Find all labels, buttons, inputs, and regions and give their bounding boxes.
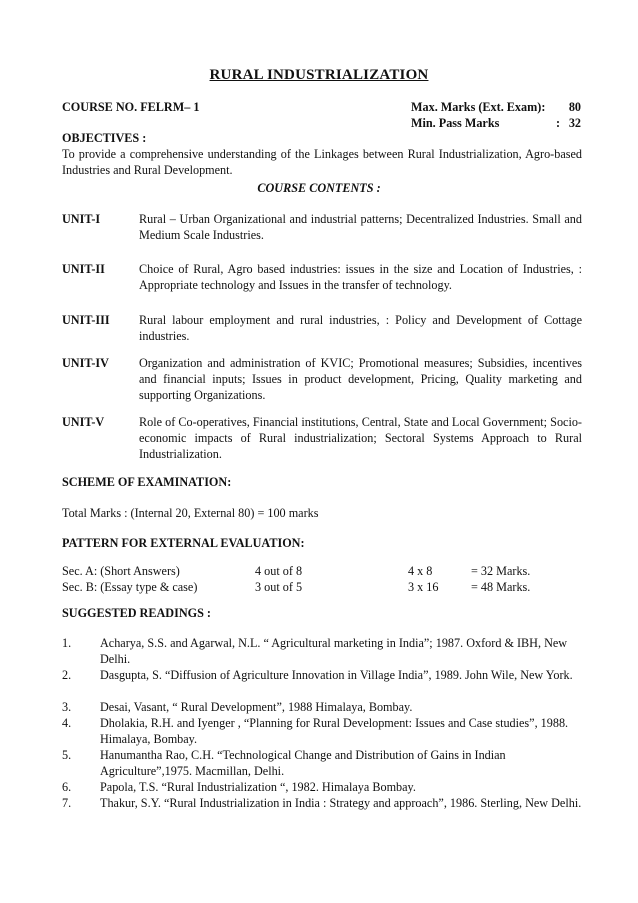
reading-item xyxy=(62,795,582,811)
max-marks-value: 80 xyxy=(568,100,581,114)
reading-text: Papola, T.S. “Rural Industrialization “, 1982. Himalaya Bombay. xyxy=(100,780,416,794)
unit-text: Rural – Urban Organizational and industrial patterns; Decentralized Industries. Small and Medium Scale Industries. xyxy=(139,212,582,242)
reading-item xyxy=(62,747,582,779)
unit-label: UNIT-V xyxy=(62,415,105,429)
reading-number: 3. xyxy=(62,700,72,714)
pattern-row xyxy=(62,563,582,579)
document-title: RURAL INDUSTRIALIZATION xyxy=(209,67,429,83)
min-pass-marks-value: 32 xyxy=(568,116,581,130)
min-pass-marks-row xyxy=(411,115,581,131)
pattern-section: Sec. B: (Essay type & case) xyxy=(62,580,198,594)
unit-text: Role of Co-operatives, Financial institutions, Central, State and Local Government; Socio-economic impacts of Rural industrialization; Sectoral Systems Approach to Rural Industrialization. xyxy=(139,415,582,461)
objectives-heading: OBJECTIVES : xyxy=(62,131,147,145)
unit-row xyxy=(62,312,582,344)
total-marks-text: Total Marks : (Internal 20, External 80) = 100 marks xyxy=(62,506,319,520)
reading-text: Dholakia, R.H. and Iyenger , “Planning for Rural Development: Issues and Case studies”, 1988. Himalaya, Bombay. xyxy=(100,716,569,746)
unit-label: UNIT-I xyxy=(62,212,101,226)
scheme-heading: SCHEME OF EXAMINATION: xyxy=(62,475,232,489)
reading-item xyxy=(62,779,582,795)
min-pass-marks-label: Min. Pass Marks xyxy=(411,116,500,130)
unit-text: Organization and administration of KVIC; Promotional measures; Subsidies, incentives and financial inputs; Issues in product development, Pricing, Quality marketing and supporting Organizations. xyxy=(139,356,582,402)
unit-label: UNIT-II xyxy=(62,262,105,276)
reading-text: Hanumantha Rao, C.H. “Technological Change and Distribution of Gains in Indian Agriculture”,1975. Macmillan, Delhi. xyxy=(100,748,506,778)
max-marks-label: Max. Marks (Ext. Exam): xyxy=(411,100,546,114)
pattern-choice: 3 out of 5 xyxy=(255,580,303,594)
unit-row xyxy=(62,261,582,293)
unit-row xyxy=(62,355,582,403)
pattern-section: Sec. A: (Short Answers) xyxy=(62,564,180,578)
unit-label: UNIT-IV xyxy=(62,356,109,370)
unit-text: Choice of Rural, Agro based industries: issues in the size and Location of Industries, : Appropriate technology and Issues in the transfer of technology. xyxy=(139,262,582,292)
unit-text: Rural labour employment and rural industries, : Policy and Development of Cottage industries. xyxy=(139,313,582,343)
reading-text: Acharya, S.S. and Agarwal, N.L. “ Agricultural marketing in India”; 1987. Oxford & IBH, New Delhi. xyxy=(100,636,568,666)
reading-text: Desai, Vasant, “ Rural Development”, 1988 Himalaya, Bombay. xyxy=(100,700,413,714)
reading-item xyxy=(62,667,582,683)
pattern-calc: 4 x 8 xyxy=(408,564,433,578)
reading-text: Thakur, S.Y. “Rural Industrialization in India : Strategy and approach”, 1986. Sterling, New Delhi. xyxy=(100,796,582,810)
course-contents-heading: COURSE CONTENTS : xyxy=(257,181,381,195)
readings-heading: SUGGESTED READINGS : xyxy=(62,606,211,620)
reading-item xyxy=(62,635,582,667)
reading-item xyxy=(62,699,582,715)
reading-number: 7. xyxy=(62,796,72,810)
unit-label: UNIT-III xyxy=(62,313,110,327)
reading-number: 2. xyxy=(62,668,72,682)
pattern-result: = 32 Marks. xyxy=(471,564,531,578)
objectives-text: To provide a comprehensive understanding of the Linkages between Rural Industrialization, Agro-based Industries and Rural Development. xyxy=(62,147,582,177)
reading-number: 5. xyxy=(62,748,72,762)
reading-number: 6. xyxy=(62,780,72,794)
unit-row xyxy=(62,211,582,243)
max-marks-colon xyxy=(551,99,565,115)
reading-item xyxy=(62,715,582,747)
min-pass-marks-colon: : xyxy=(555,116,561,130)
pattern-heading: PATTERN FOR EXTERNAL EVALUATION: xyxy=(62,536,305,550)
pattern-calc: 3 x 16 xyxy=(408,580,439,594)
reading-number: 1. xyxy=(62,636,72,650)
pattern-choice: 4 out of 8 xyxy=(255,564,303,578)
pattern-result: = 48 Marks. xyxy=(471,580,531,594)
max-marks-row xyxy=(411,99,581,115)
pattern-row xyxy=(62,579,582,595)
reading-text: Dasgupta, S. “Diffusion of Agriculture Innovation in Village India”, 1989. John Wile, New York. xyxy=(100,668,573,682)
marks-block xyxy=(411,99,581,131)
reading-number: 4. xyxy=(62,716,72,730)
course-number: COURSE NO. FELRM– 1 xyxy=(62,100,200,114)
unit-row xyxy=(62,414,582,462)
